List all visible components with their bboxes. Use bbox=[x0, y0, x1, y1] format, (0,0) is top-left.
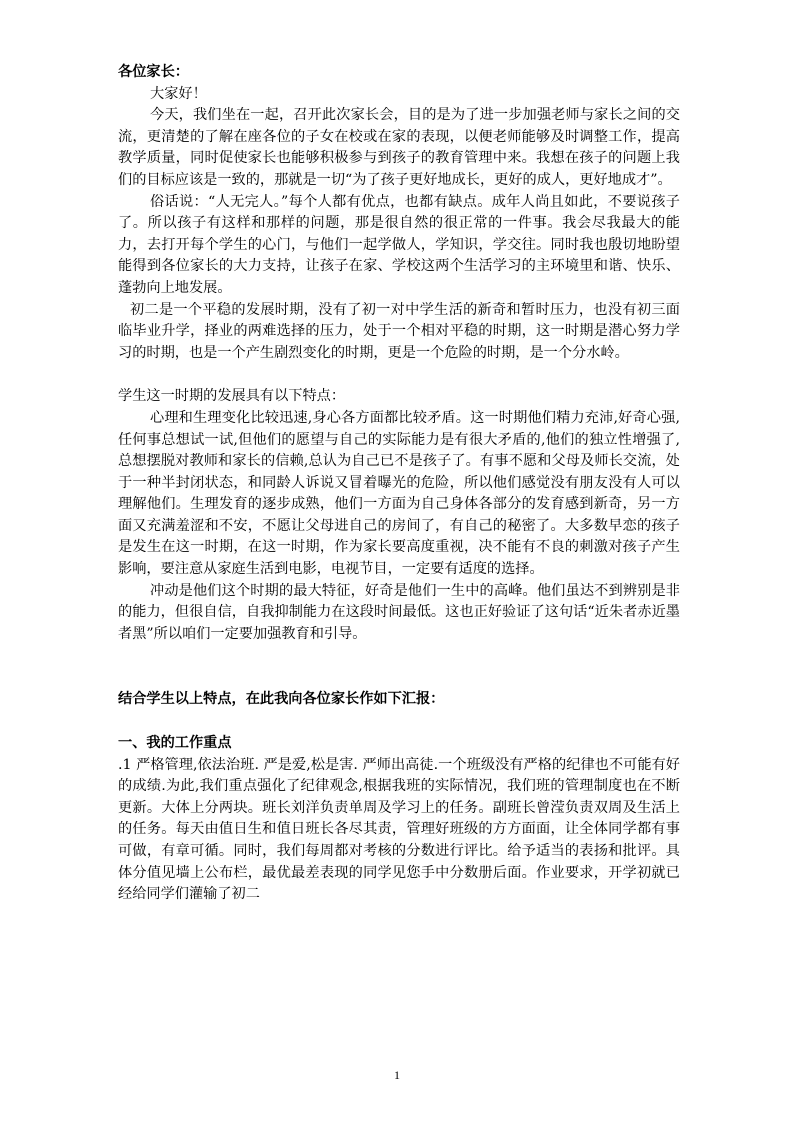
features-title: 学生这一时期的发展具有以下特点： bbox=[118, 388, 346, 405]
section1-title: 一、我的工作重点 bbox=[118, 735, 232, 752]
features-paragraph-1: 心理和生理变化比较迅速,身心各方面都比较矛盾。这一时期他们精力充沛,好奇心强,任何事总想试一试,但他们的愿望与自己的实际能力是有很大矛盾的,他们的独立性增强了,总想摆脱对教师和家长的信赖,总认为自己已不是孩子了。有事不愿和父母及师长交流，处于一种半封闭状态，和同龄人诉说又冒着曝光的危险，所以他们感觉没有朋友没有人可以理解他们。生理发育的逐步成熟，他们一方面为自己身体各部分的发育感到新奇，另一方面又充满羞涩和不安，不愿让父母进自己的房间了，有自己的秘密了。大多数早恋的孩子是发生在这一时期，在这一时期，作为家长要高度重视，决不能有不良的刺激对孩子产生影响，要注意从家庭生活到电影，电视节目，一定要有适度的选择。 bbox=[118, 409, 680, 578]
section1-paragraph-1: .1 严格管理,依法治班. 严是爱,松是害. 严师出高徒.一个班级没有严格的纪律也不可能有好的成绩.为此,我们重点强化了纪律观念,根据我班的实际情况，我们班的管理制度也在不断更新。大体上分两块。班长刘洋负责单周及学习上的任务。副班长曾滢负责双周及生活上的任务。每天由值日生和值日班长各尽其责，管理好班级的方方面面，让全体同学都有事可做，有章可循。同时，我们每周都对考核的分数进行评比。给予适当的表扬和批评。具体分值见墙上公布栏，最优最差表现的同学见您手中分数册后面。作业要求，开学初就已经给同学们灌输了初二 bbox=[118, 756, 680, 903]
features-paragraph-2: 冲动是他们这个时期的最大特征，好奇是他们一生中的高峰。他们虽达不到辨别是非的能力，但很自信，自我抑制能力在这段时间最低。这也正好验证了这句话“近朱者赤近墨者黑”所以咱们一定要加强教育和引导。 bbox=[118, 582, 680, 642]
grade2-paragraph: 初二是一个平稳的发展时期，没有了初一对中学生活的新奇和暂时压力，也没有初三面临毕业升学，择业的两难选择的压力，处于一个相对平稳的时期，这一时期是潜心努力学习的时期，也是一个产生剧烈变化的时期，更是一个危险的时期，是一个分水岭。 bbox=[118, 301, 680, 361]
intro-paragraph: 今天，我们坐在一起，召开此次家长会，目的是为了进一步加强老师与家长之间的交流，更清楚的了解在座各位的子女在校或在家的表现，以便老师能够及时调整工作，提高教学质量，同时促使家长也能够积极参与到孩子的教育管理中来。我想在孩子的问题上我们的目标应该是一致的，那就是一切“为了孩子更好地成长，更好的成人，更好地成才”。 bbox=[118, 107, 680, 188]
report-title: 结合学生以上特点，在此我向各位家长作如下汇报： bbox=[118, 691, 445, 708]
proverb-paragraph: 俗话说：“人无完人。”每个人都有优点，也都有缺点。成年人尚且如此，不要说孩子了。所以孩子有这样和那样的问题，那是很自然的很正常的一件事。我会尽我最大的能力，去打开每个学生的心门，与他们一起学做人，学知识，学交往。同时我也殷切地盼望能得到各位家长的大力支持，让孩子在家、学校这两个生活学习的主环境里和谐、快乐、蓬勃向上地发展。 bbox=[118, 193, 680, 296]
document-body bbox=[118, 62, 680, 906]
greeting: 各位家长： bbox=[118, 64, 189, 80]
page-number: 1 bbox=[394, 1068, 400, 1082]
hello-line: 大家好！ bbox=[150, 85, 207, 102]
